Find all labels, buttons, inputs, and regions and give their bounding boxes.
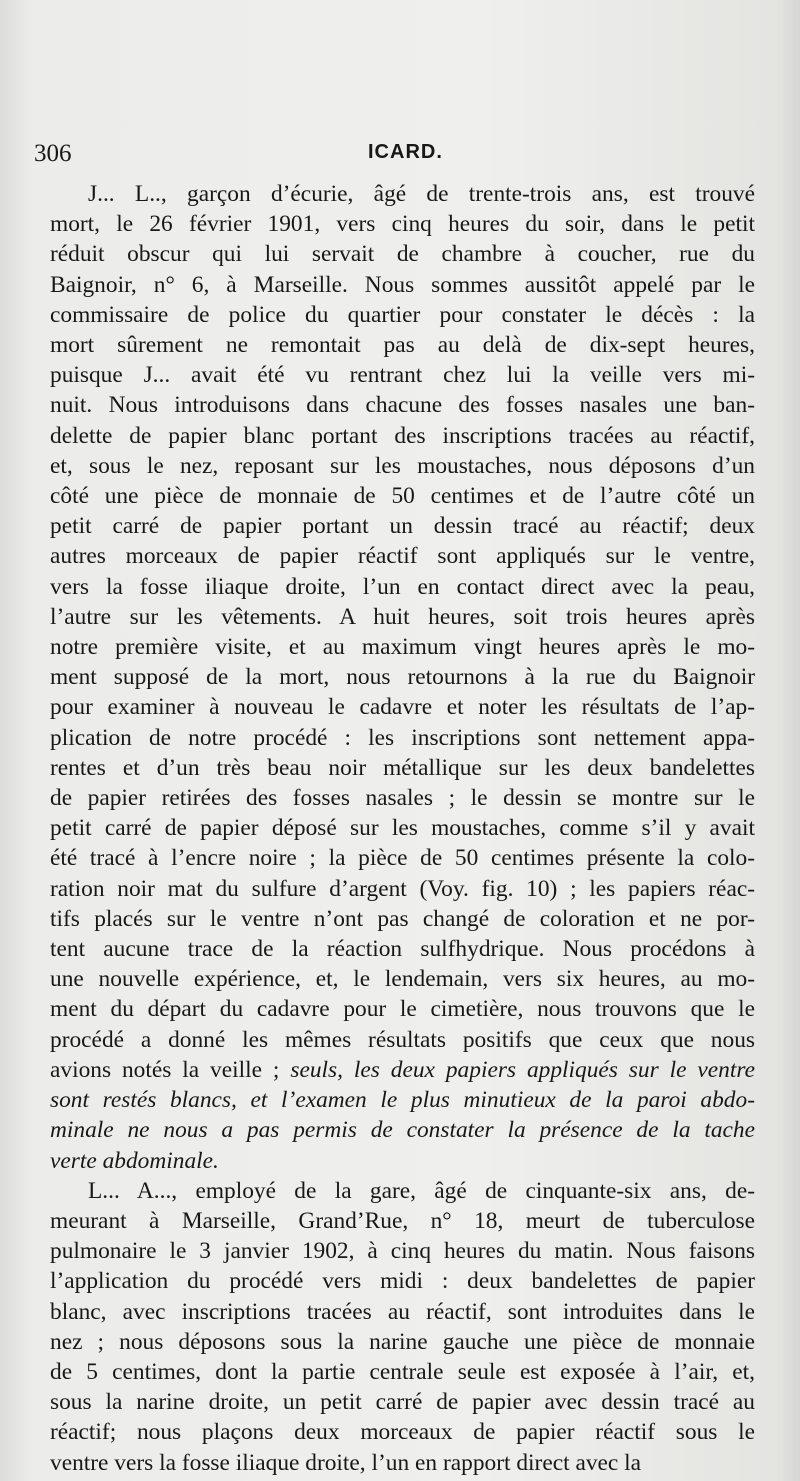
text-line [50,390,755,420]
text-line [50,934,755,964]
running-head: ICARD. [368,141,443,163]
line-italic-text: verte abdominale. [50,1147,219,1174]
line-text: avions notés la veille ; [50,1056,280,1083]
line-text: ment du départ du cadavre pour le cimetière, nous trouvons que le [50,996,755,1023]
text-line [50,1417,755,1447]
text-line [50,1176,755,1206]
line-text: meurant à Marseille, Grand’Rue, n° 18, meurt de tuberculose [50,1207,755,1234]
line-text: autres morceaux de papier réactif sont appliqués sur le ventre, [50,543,755,570]
text-line [50,330,755,360]
line-text: ration noir mat du sulfure d’argent (Voy. fig. 10) ; les papiers réac- [50,875,755,902]
line-text: Baignoir, n° 6, à Marseille. Nous sommes aussitôt appelé par le [50,271,755,298]
line-text: delette de papier blanc portant des inscriptions tracées au réactif, [50,422,755,449]
line-text: mort, le 26 février 1901, vers cinq heures du soir, dans le petit [50,211,755,238]
text-line [50,753,755,783]
line-text: été tracé à l’encre noire ; la pièce de 50 centimes présente la colo- [50,845,755,872]
line-text: mort sûrement ne remontait pas au delà de dix-sept heures, [50,332,755,359]
text-line [50,662,755,692]
line-text: plication de notre procédé : les inscriptions sont nettement appa- [50,724,755,751]
text-line [50,572,755,602]
line-text: petit carré de papier déposé sur les moustaches, comme s’il y avait [50,815,755,842]
text-line [50,1297,755,1327]
line-text: petit carré de papier portant un dessin tracé au réactif; deux [50,513,755,540]
text-line [50,1236,755,1266]
text-line [50,209,755,239]
text-line [50,1055,755,1085]
line-text: ment supposé de la mort, nous retournons à la rue du Baignoir [50,664,755,691]
text-line [50,1115,755,1145]
line-text: sous la narine droite, un petit carré de papier avec dessin tracé au [50,1389,755,1416]
line-text: nuit. Nous introduisons dans chacune des fosses nasales une ban- [50,392,755,419]
line-text: L... A..., employé de la gare, âgé de cinquante-six ans, de- [88,1177,755,1204]
line-text: vers la fosse iliaque droite, l’un en contact direct avec la peau, [50,573,755,600]
text-line [50,1146,755,1176]
line-italic-text: sont restés blancs, et l’examen le plus minutieux de la paroi abdo- [50,1087,755,1114]
line-text: de papier retirées des fosses nasales ; le dessin se montre sur le [50,785,755,812]
text-line [50,692,755,722]
text-line [50,300,755,330]
line-text: ventre vers la fosse iliaque droite, l’un en rapport direct avec la [50,1449,642,1476]
line-text: notre première visite, et au maximum vingt heures après le mo- [50,634,755,661]
text-line [50,511,755,541]
page-number: 306 [34,140,72,167]
text-line [50,964,755,994]
line-text: réduit obscur qui lui servait de chambre à coucher, rue du [50,241,755,268]
line-text: tifs placés sur le ventre n’ont pas changé de coloration et ne por- [50,905,755,932]
text-line [50,1085,755,1115]
line-text: pour examiner à nouveau le cadavre et noter les résultats de l’ap- [50,694,755,721]
line-text: l’application du procédé vers midi : deux bandelettes de papier [50,1268,755,1295]
text-line [50,1327,755,1357]
text-line [50,270,755,300]
text-line [50,451,755,481]
line-italic-text: seuls, les deux papiers appliqués sur le ventre [279,1056,755,1083]
text-line [50,179,755,209]
text-line [50,843,755,873]
text-line [50,541,755,571]
page-header [34,140,764,174]
line-text: commissaire de police du quartier pour constater le décès : la [50,301,755,328]
text-line [50,360,755,390]
text-line [50,1266,755,1296]
text-line [50,1448,755,1478]
line-text: procédé a donné les mêmes résultats positifs que ceux que nous [50,1026,755,1053]
line-text: tent aucune trace de la réaction sulfhydrique. Nous procédons à [50,936,755,963]
line-text: J... L.., garçon d’écurie, âgé de trente-trois ans, est trouvé [88,181,755,207]
text-line [50,632,755,662]
text-line [50,1206,755,1236]
text-line [50,602,755,632]
text-line [50,1357,755,1387]
text-line [50,421,755,451]
text-line [50,994,755,1024]
line-text: et, sous le nez, reposant sur les moustaches, nous déposons d’un [50,452,755,479]
text-line [50,783,755,813]
line-text: puisque J... avait été vu rentrant chez lui la veille vers mi- [50,362,755,389]
line-text: côté une pièce de monnaie de 50 centimes et de l’autre côté un [50,483,755,510]
text-line [50,481,755,511]
line-text: une nouvelle expérience, et, le lendemain, vers six heures, au mo- [50,966,755,993]
text-line [50,1387,755,1417]
text-line [50,813,755,843]
line-text: pulmonaire le 3 janvier 1902, à cinq heures du matin. Nous faisons [50,1238,755,1265]
body-text [50,179,755,1478]
text-line [50,904,755,934]
line-text: réactif; nous plaçons deux morceaux de papier réactif sous le [50,1419,755,1446]
text-line [50,723,755,753]
line-text: de 5 centimes, dont la partie centrale seule est exposée à l’air, et, [50,1358,755,1385]
line-italic-text: minale ne nous a pas permis de constater la présence de la tache [50,1117,755,1144]
text-line [50,1025,755,1055]
text-line [50,874,755,904]
line-text: nez ; nous déposons sous la narine gauche une pièce de monnaie [50,1328,755,1355]
line-text: blanc, avec inscriptions tracées au réactif, sont introduites dans le [50,1298,755,1325]
line-text: rentes et d’un très beau noir métallique sur les deux bandelettes [50,754,755,781]
line-text: l’autre sur les vêtements. A huit heures, soit trois heures après [50,603,755,630]
text-line [50,239,755,269]
